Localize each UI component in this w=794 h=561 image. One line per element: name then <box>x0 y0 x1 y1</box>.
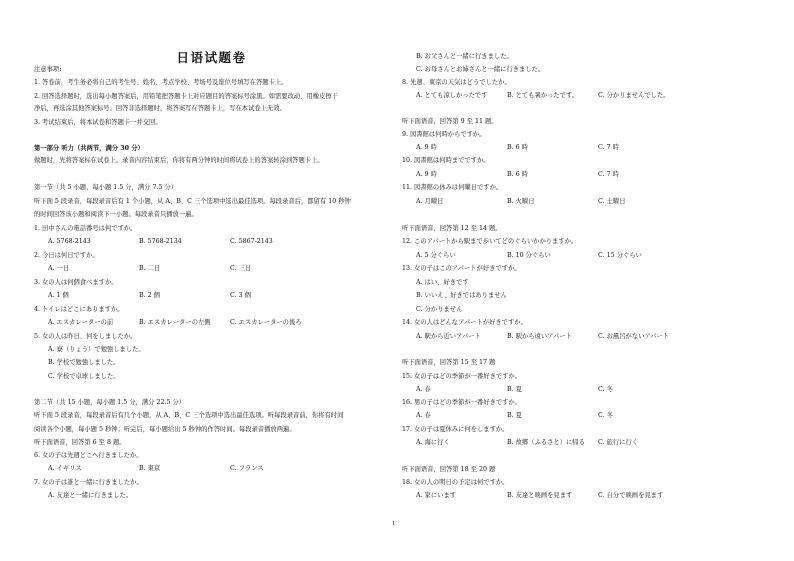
note-2-cont: 净后，再选涂其他答案标号。回答非选择题时，将答案写在答题卡上，写在本试卷上无效。 <box>34 105 286 112</box>
notes-heading: 注意事项: <box>34 66 62 73</box>
q4-option-b: B. エスカレーターの左側 <box>139 319 211 326</box>
q12-option-c: C. 15 分ぐらい <box>598 252 642 259</box>
section1-heading: 第一节（共 5 小题，每小题 1.5 分，满分 7.5 分） <box>34 184 178 191</box>
q10-option-c: C. 7 時 <box>598 171 619 178</box>
question-1: 1. 田中さんの電話番号は何ですか。 <box>34 225 137 232</box>
q5-option-b: B. 学校で勉強しました。 <box>48 359 120 366</box>
q15-option-a: A. 春 <box>416 386 431 393</box>
section1-instr-1: 听下面 5 段录音，每段录音后有 1 个小题，从 A、B、C 三个选项中选出最佳选项。每段录音后，都留有 10 秒钟 <box>34 198 351 205</box>
q12-option-b: B. 10 分ぐらい <box>507 252 551 259</box>
q14-option-b: B. 駅から遠いアパート <box>507 333 572 340</box>
q17-option-b: B. 故郷（ふるさと）に帰る <box>507 439 585 446</box>
q4-option-a: A. エスカレーターの前 <box>48 319 114 326</box>
question-9: 9. 図書館は何時からですか。 <box>402 131 486 138</box>
question-12: 12. このアパートから駅まで歩いてどのぐらいかかりますか。 <box>402 238 578 245</box>
q8-option-a: A. とても涼しかったです <box>416 92 488 99</box>
q18-option-c: C. 自分で映画を見ます <box>598 492 664 499</box>
section2-instr-1: 听下面 5 段录音，每段录音后有几个小题，从 A、B、C 三个选项中选出最佳选项。听每段录音前，你将有时间 <box>34 412 344 419</box>
listen-6-8: 听下面语音，回答第 6 至 8 题。 <box>34 439 126 446</box>
q18-option-b: B. 友達と映画を見ます <box>507 492 573 499</box>
q2-option-a: A. 一日 <box>48 265 70 272</box>
q14-option-a: A. 駅から近いアパート <box>416 333 481 340</box>
part1-instructions: 做题时，先将答案标在试卷上。录音内容结束后，你将有两分钟的时间将试卷上的答案转涂到答题卡上。 <box>34 157 324 164</box>
q16-option-c: C. 冬 <box>598 412 613 419</box>
question-11: 11. 図書館の休みは何曜日ですか。 <box>402 184 503 191</box>
question-15: 15. 女の子はどの季節が一番好きですか。 <box>402 373 522 380</box>
q13-option-b: B. いいえ、好きではありません <box>416 292 507 299</box>
q11-option-a: A. 月曜日 <box>416 198 444 205</box>
listen-15-17: 听下面语音，回答第 15 至 17 题 <box>402 359 496 366</box>
q10-option-a: A. 9 時 <box>416 171 437 178</box>
q5-option-c: C. 学校で卓球しました。 <box>48 373 120 380</box>
q3-option-b: B. 2 個 <box>139 292 160 299</box>
question-18: 18. 女の人の明日の予定は何ですか。 <box>402 479 509 486</box>
note-1: 1. 答卷前，考生务必将自己的考生号、姓名、考点学校、考场号及座位号填写在答题卡上。 <box>34 79 288 86</box>
question-2: 2. 今日は何日ですか。 <box>34 252 99 259</box>
question-3: 3. 女の人は何個食べますか。 <box>34 279 118 286</box>
page-title: 日语试题卷 <box>176 50 247 65</box>
note-3: 3. 考试结束后，将本试卷和答题卡一并交回。 <box>34 119 162 126</box>
q16-option-a: A. 春 <box>416 412 431 419</box>
question-4: 4. トイレはどこにありますか。 <box>34 306 124 313</box>
q11-option-c: C. 土曜日 <box>598 198 626 205</box>
q13-option-a: A. はい、好きです <box>416 279 469 286</box>
q8-option-b: B. とても暑かったです。 <box>507 92 579 99</box>
question-8: 8. 先週、東京の天気はどうでしたか。 <box>402 79 511 86</box>
listen-9-11: 听下面语音，回答第 9 至 11 题。 <box>402 118 498 125</box>
question-17: 17. 女の子は夏休みに何をしますか。 <box>402 426 509 433</box>
q6-option-b: B. 東京 <box>139 465 161 472</box>
q3-option-c: C. 3 個 <box>230 292 251 299</box>
q8-option-c: C. 分かりませんでした。 <box>598 92 670 99</box>
q18-option-a: A. 家にいます <box>416 492 457 499</box>
q1-option-c: C. 5867-2143 <box>230 238 273 245</box>
q17-option-c: C. 旅行に行く <box>598 439 639 446</box>
part1-heading: 第一部分 听力（共两节，满分 30 分） <box>34 145 144 152</box>
question-5: 5. 女の人は昨日、何をしましたか。 <box>34 333 137 340</box>
q15-option-c: C. 冬 <box>598 386 613 393</box>
q5-option-a: A. 寮（りょう）で勉強しました。 <box>48 346 145 353</box>
q13-option-c: C. 分かりません <box>416 306 463 313</box>
q9-option-a: A. 9 時 <box>416 144 437 151</box>
q15-option-b: B. 夏 <box>507 386 522 393</box>
note-2: 2. 回答选择题时，选出每小题答案后，用铅笔把答题卡上对应题目的答案标号涂黑。如需要改动，用橡皮擦干 <box>34 93 338 100</box>
q4-option-c: C. エスカレーターの後ろ <box>230 319 302 326</box>
question-13: 13. 女の子はこのアパートが好きですか。 <box>402 265 521 272</box>
q12-option-a: A. 5 分ぐらい <box>416 252 456 259</box>
listen-12-14: 听下面语音，回答第 12 至 14 题。 <box>402 225 502 232</box>
section2-instr-2: 阅读各个小题，每小题 5 秒钟；听完后，每小题给出 5 秒钟的作答时间。每段录音播放两遍。 <box>34 426 296 433</box>
q7-option-c: C. お母さんとお姉さんと一緒に行きました。 <box>416 66 545 73</box>
q2-option-b: B. 二日 <box>139 265 161 272</box>
question-6: 6. 女の子は先週どこへ行きましたか。 <box>34 452 143 459</box>
q7-option-b: B. お父さんと一緒に行きました。 <box>416 53 513 60</box>
q6-option-a: A. イギリス <box>48 465 82 472</box>
q6-option-c: C. フランス <box>230 465 264 472</box>
q14-option-c: C. お風呂がないアパート <box>598 333 670 340</box>
question-10: 10. 図書館は何時までですか。 <box>402 157 490 164</box>
q2-option-c: C. 三日 <box>230 265 252 272</box>
q16-option-b: B. 夏 <box>507 412 522 419</box>
section2-heading: 第二节（共 15 小题，每小题 1.5 分，满分 22.5 分） <box>34 399 186 406</box>
q9-option-b: B. 6 時 <box>507 144 528 151</box>
q17-option-a: A. 海に行く <box>416 439 450 446</box>
page-number: 1 <box>392 521 396 527</box>
q10-option-b: B. 6 時 <box>507 171 528 178</box>
q1-option-b: B. 5768-2134 <box>139 238 182 245</box>
q1-option-a: A. 5768-2143 <box>48 238 91 245</box>
q3-option-a: A. 1 個 <box>48 292 69 299</box>
listen-18-20: 听下面语音，回答第 18 至 20 题 <box>402 466 496 473</box>
question-16: 16. 男の子はどの季節が一番好きですか。 <box>402 399 522 406</box>
q11-option-b: B. 火曜日 <box>507 198 535 205</box>
question-7: 7. 女の子は誰と一緒に行きましたか。 <box>34 479 143 486</box>
q9-option-c: C. 7 時 <box>598 144 619 151</box>
question-14: 14. 女の人はどんなアパートが好きですか。 <box>402 319 527 326</box>
q7-option-a: A. 友達と一緒に行きました。 <box>48 492 133 499</box>
section1-instr-2: 的时间回答该小题和阅读下一小题。每段录音只播放一遍。 <box>34 211 198 218</box>
